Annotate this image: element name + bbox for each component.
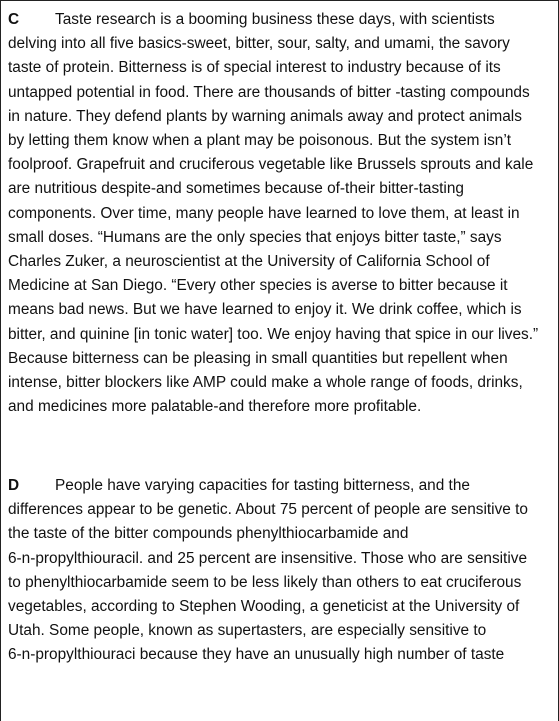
- paragraph-line: means bad news. But we have learned to enjoy it. We drink coffee, which is: [8, 301, 522, 319]
- paragraph-line: by letting them know when a plant may be poisonous. But the system isn’t: [8, 132, 512, 150]
- page-border-left: [0, 0, 1, 721]
- paragraph-line: [8, 8, 553, 32]
- paragraph-letter: C: [8, 11, 20, 28]
- paragraph-line: small doses. “Humans are the only species that enjoys bitter taste,” says: [8, 228, 502, 246]
- paragraph-line: in nature. They defend plants by warning animals away and protect animals: [8, 107, 522, 125]
- paragraph-letter: D: [8, 477, 20, 494]
- paragraph-line: [8, 474, 553, 498]
- paragraph-line: Utah. Some people, known as supertasters, are especially sensitive to: [8, 622, 487, 640]
- paragraph-line: differences appear to be genetic. About 75 percent of people are sensitive to: [8, 501, 528, 519]
- paragraph-text: People have varying capacities for tasting bitterness, and the: [55, 477, 470, 494]
- page-border-top: [0, 0, 559, 1]
- paragraph-line: delving into all five basics-sweet, bitter, sour, salty, and umami, the savory: [8, 35, 510, 53]
- paragraph-line: intense, bitter blockers like AMP could make a whole range of foods, drinks,: [8, 374, 523, 392]
- paragraph-line: foolproof. Grapefruit and cruciferous vegetable like Brussels sprouts and kale: [8, 156, 534, 174]
- paragraph-d: [8, 474, 553, 668]
- paragraph-line: are nutritious despite-and sometimes because of-their bitter-tasting: [8, 180, 464, 198]
- paragraph-text: Taste research is a booming business these days, with scientists: [55, 11, 495, 28]
- paragraph-line: Charles Zuker, a neuroscientist at the University of California School of: [8, 253, 490, 271]
- document-body: [8, 8, 553, 668]
- paragraph-line: 6-n-propylthiouracil. and 25 percent are insensitive. Those who are sensitive: [8, 549, 528, 567]
- paragraph-line: and medicines more palatable-and therefore more profitable.: [8, 398, 422, 416]
- paragraph-line: the taste of the bitter compounds phenylthiocarbamide and: [8, 525, 409, 543]
- paragraph-line: taste of protein. Bitterness is of special interest to industry because of its: [8, 59, 501, 77]
- paragraph-line: to phenylthiocarbamide seem to be less likely than others to eat cruciferous: [8, 573, 522, 591]
- paragraph-line: 6-n-propylthiouraci because they have an unusually high number of taste: [8, 646, 505, 664]
- paragraph-line: vegetables, according to Stephen Wooding, a geneticist at the University of: [8, 598, 520, 616]
- paragraph-line: Medicine at San Diego. “Every other species is averse to bitter because it: [8, 277, 508, 295]
- paragraph-c: [8, 8, 553, 474]
- paragraph-line: components. Over time, many people have learned to love them, at least in: [8, 204, 520, 222]
- paragraph-line: untapped potential in food. There are thousands of bitter -tasting compounds: [8, 83, 530, 101]
- paragraph-line: bitter, and quinine [in tonic water] too. We enjoy having that spice in our lives.”: [8, 325, 539, 343]
- paragraph-line: Because bitterness can be pleasing in small quantities but repellent when: [8, 349, 508, 367]
